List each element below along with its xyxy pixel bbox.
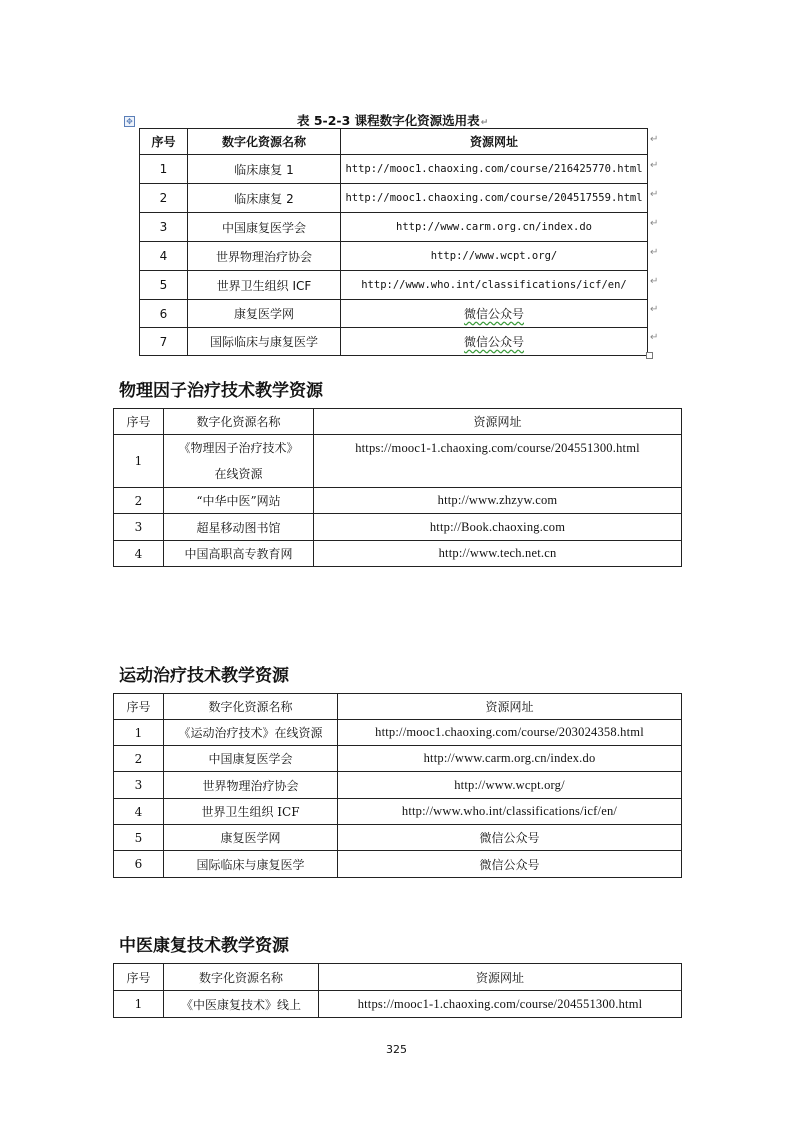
resource-table-2 xyxy=(113,408,682,567)
row-url[interactable]: http://www.carm.org.cn/index.do xyxy=(341,213,648,242)
header-index: 序号 xyxy=(140,129,188,155)
row-index: 7 xyxy=(140,328,188,356)
row-url[interactable]: http://www.who.int/classifications/icf/en/ xyxy=(338,799,682,825)
table-row xyxy=(114,488,682,514)
row-index: 1 xyxy=(140,155,188,184)
row-index: 5 xyxy=(114,825,164,851)
row-name: 临床康复 2 xyxy=(188,184,341,213)
row-name xyxy=(164,435,314,488)
section-title-exercise-therapy: 运动治疗技术教学资源 xyxy=(119,666,289,686)
section-title-tcm-rehab: 中医康复技术教学资源 xyxy=(119,936,289,956)
row-name: 国际临床与康复医学 xyxy=(164,851,338,878)
table-row xyxy=(114,541,682,567)
table-row xyxy=(114,991,682,1018)
row-index: 2 xyxy=(114,488,164,514)
end-of-row-mark: ↵ xyxy=(650,189,659,200)
header-index: 序号 xyxy=(114,409,164,435)
row-url[interactable]: http://mooc1.chaoxing.com/course/204517559.html xyxy=(341,184,648,213)
header-index: 序号 xyxy=(114,964,164,991)
row-name-line-2: 在线资源 xyxy=(214,467,263,481)
row-url[interactable]: http://www.who.int/classifications/icf/en/ xyxy=(341,271,648,300)
row-name: 康复医学网 xyxy=(188,300,341,328)
row-url[interactable]: https://mooc1-1.chaoxing.com/course/204551300.html xyxy=(319,991,682,1018)
row-name-line-1: 《物理因子治疗技术》 xyxy=(178,441,299,455)
row-url[interactable]: http://mooc1.chaoxing.com/course/216425770.html xyxy=(341,155,648,184)
row-url: 微信公众号 xyxy=(338,851,682,878)
row-index: 1 xyxy=(114,435,164,488)
row-name: 超星移动图书馆 xyxy=(164,514,314,541)
row-index: 3 xyxy=(114,514,164,541)
row-index: 6 xyxy=(114,851,164,878)
row-url xyxy=(341,328,648,356)
table-caption: 表 5-2-3 课程数字化资源选用表↵ xyxy=(297,113,489,128)
end-of-row-mark: ↵ xyxy=(650,332,659,343)
end-of-row-mark: ↵ xyxy=(650,218,659,229)
end-of-row-mark: ↵ xyxy=(650,160,659,171)
row-name: 世界卫生组织 ICF xyxy=(188,271,341,300)
row-url-text: 微信公众号 xyxy=(463,307,524,321)
end-of-row-mark: ↵ xyxy=(650,134,659,145)
row-url[interactable]: http://www.zhzyw.com xyxy=(314,488,682,514)
row-url[interactable]: https://mooc1-1.chaoxing.com/course/204551300.html xyxy=(314,435,682,488)
row-name: 国际临床与康复医学 xyxy=(188,328,341,356)
header-name: 数字化资源名称 xyxy=(164,964,319,991)
row-index: 4 xyxy=(114,541,164,567)
row-name: “中华中医”网站 xyxy=(164,488,314,514)
section-title-physical-factor: 物理因子治疗技术教学资源 xyxy=(119,381,323,401)
table-row xyxy=(114,514,682,541)
row-index: 1 xyxy=(114,720,164,746)
end-of-row-mark: ↵ xyxy=(650,276,659,287)
table-row xyxy=(114,799,682,825)
table-row xyxy=(114,720,682,746)
header-index: 序号 xyxy=(114,694,164,720)
table-row xyxy=(140,271,648,300)
row-index: 3 xyxy=(140,213,188,242)
row-name: 中国康复医学会 xyxy=(164,746,338,772)
row-name: 世界卫生组织 ICF xyxy=(164,799,338,825)
header-name: 数字化资源名称 xyxy=(164,409,314,435)
table-header-row xyxy=(114,409,682,435)
row-name: 世界物理治疗协会 xyxy=(188,242,341,271)
row-name: 康复医学网 xyxy=(164,825,338,851)
table-row xyxy=(114,851,682,878)
row-url[interactable]: http://mooc1.chaoxing.com/course/203024358.html xyxy=(338,720,682,746)
resource-table-1 xyxy=(139,128,648,356)
row-index: 4 xyxy=(140,242,188,271)
header-url: 资源网址 xyxy=(338,694,682,720)
end-of-row-mark: ↵ xyxy=(650,247,659,258)
resource-table-4 xyxy=(113,963,682,1018)
table-move-handle-icon[interactable]: ✥ xyxy=(124,116,135,127)
row-url[interactable]: http://www.wcpt.org/ xyxy=(338,772,682,799)
table-row xyxy=(140,242,648,271)
row-index: 2 xyxy=(140,184,188,213)
table-header-row xyxy=(114,694,682,720)
resource-table-3 xyxy=(113,693,682,878)
table-row xyxy=(140,213,648,242)
table-caption-text: 表 5-2-3 课程数字化资源选用表 xyxy=(297,113,480,128)
table-row xyxy=(140,300,648,328)
row-name: 《中医康复技术》线上 xyxy=(164,991,319,1018)
row-url[interactable]: http://www.tech.net.cn xyxy=(314,541,682,567)
table-row xyxy=(114,746,682,772)
row-url[interactable]: http://www.wcpt.org/ xyxy=(341,242,648,271)
row-url-text: 微信公众号 xyxy=(463,335,524,349)
row-index: 1 xyxy=(114,991,164,1018)
row-url[interactable]: http://www.carm.org.cn/index.do xyxy=(338,746,682,772)
table-header-row xyxy=(114,964,682,991)
row-index: 3 xyxy=(114,772,164,799)
table-row xyxy=(140,155,648,184)
end-of-row-mark: ↵ xyxy=(650,304,659,315)
header-url: 资源网址 xyxy=(314,409,682,435)
row-index: 4 xyxy=(114,799,164,825)
table-row xyxy=(114,825,682,851)
header-url: 资源网址 xyxy=(319,964,682,991)
header-name: 数字化资源名称 xyxy=(188,129,341,155)
row-index: 5 xyxy=(140,271,188,300)
row-index: 6 xyxy=(140,300,188,328)
header-url: 资源网址 xyxy=(341,129,648,155)
table-row xyxy=(114,435,682,488)
row-name: 临床康复 1 xyxy=(188,155,341,184)
table-resize-handle-icon[interactable] xyxy=(646,352,653,359)
row-url xyxy=(341,300,648,328)
row-name: 中国高职高专教育网 xyxy=(164,541,314,567)
row-name: 世界物理治疗协会 xyxy=(164,772,338,799)
table-row xyxy=(140,328,648,356)
table-row xyxy=(140,184,648,213)
header-name: 数字化资源名称 xyxy=(164,694,338,720)
row-url: 微信公众号 xyxy=(338,825,682,851)
page-number: 325 xyxy=(386,1043,407,1056)
row-index: 2 xyxy=(114,746,164,772)
table-row xyxy=(114,772,682,799)
table-header-row xyxy=(140,129,648,155)
row-url[interactable]: http://Book.chaoxing.com xyxy=(314,514,682,541)
row-name: 中国康复医学会 xyxy=(188,213,341,242)
row-name: 《运动治疗技术》在线资源 xyxy=(164,720,338,746)
